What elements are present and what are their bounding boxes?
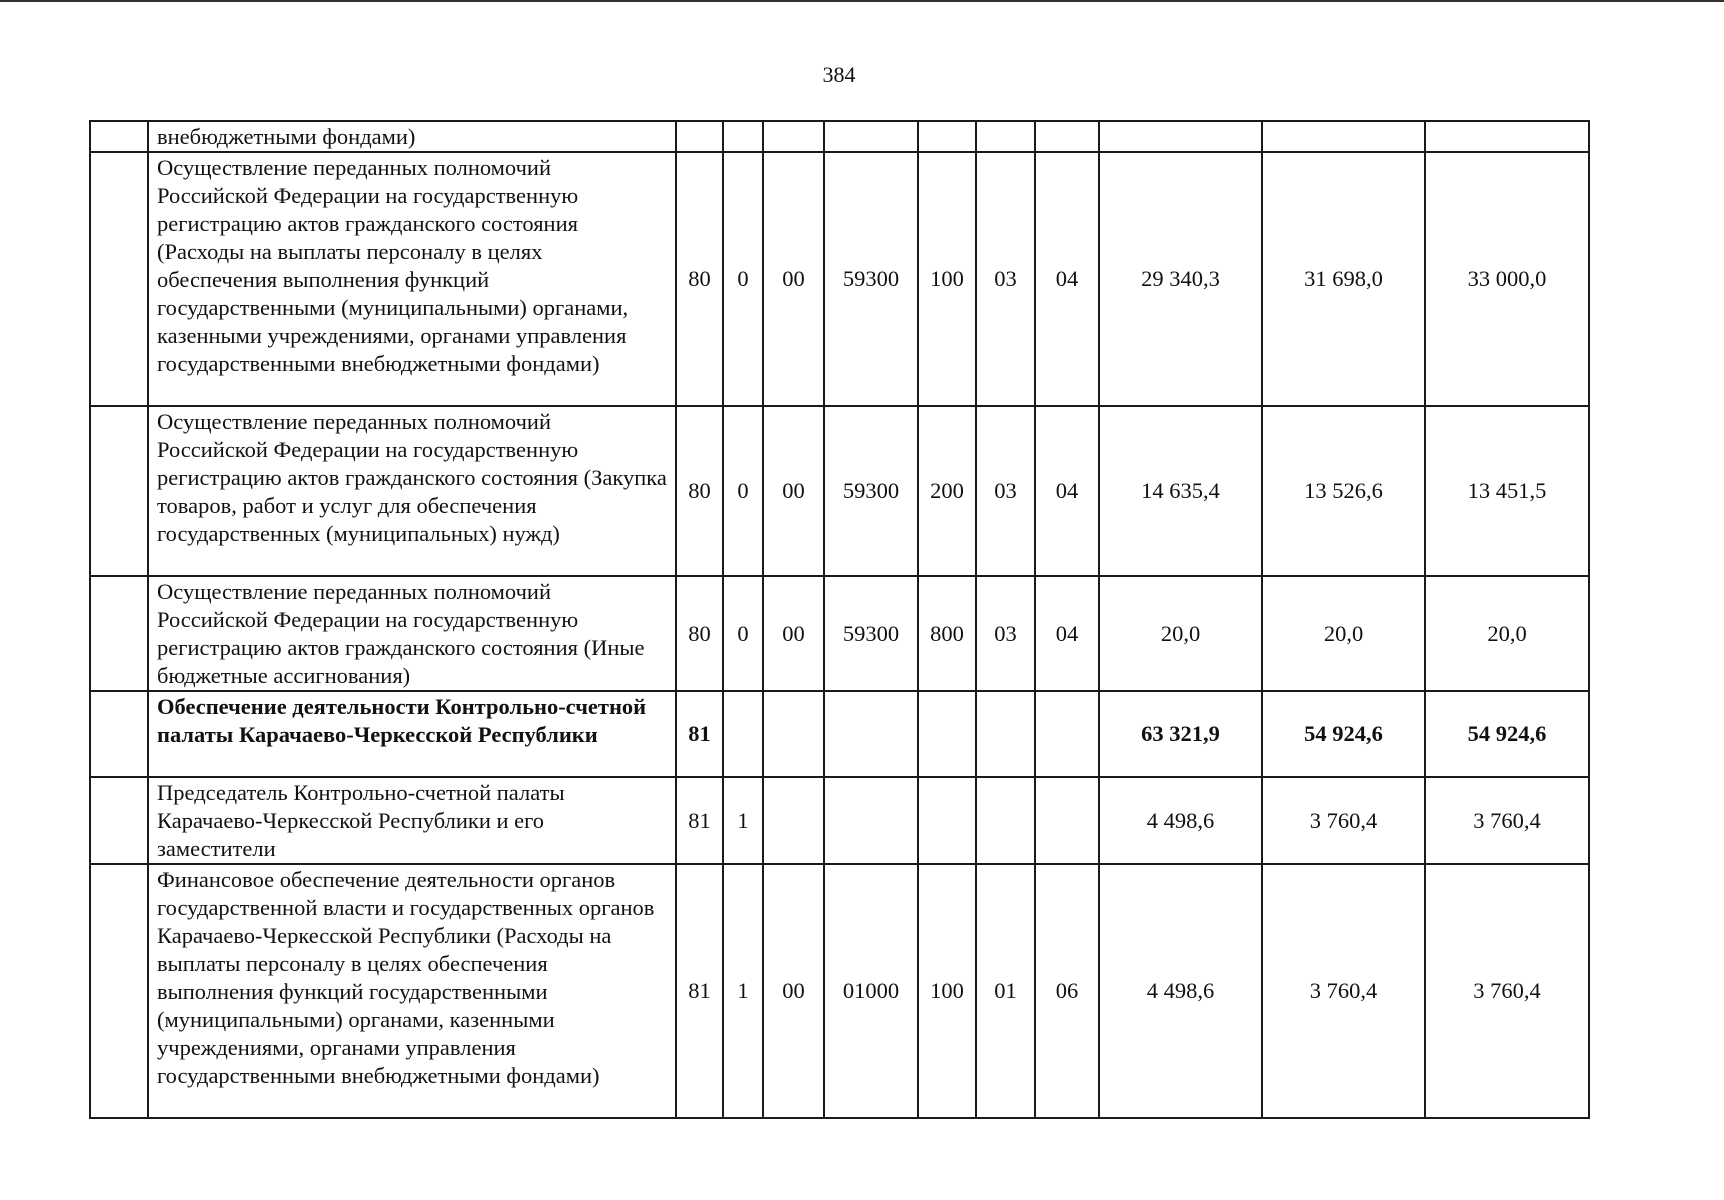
code-cell-2	[723, 691, 763, 777]
code-cell-4	[824, 121, 918, 152]
code-cell-2: 1	[723, 864, 763, 1118]
code-cell-6: 03	[976, 576, 1035, 691]
amount-cell-3: 20,0	[1425, 576, 1589, 691]
amount-cell-3: 13 451,5	[1425, 406, 1589, 576]
description-cell: Финансовое обеспечение деятельности органов государственной власти и государственных органов Карачаево-Черкесской Республики (Расходы на выплаты персоналу в целях обеспечения выполнения функций государственными (муниципальными) органами, казенными учреждениями, органами управления государственными внебюджетными фондами)	[148, 864, 676, 1118]
code-cell-6: 03	[976, 152, 1035, 406]
code-cell-3: 00	[763, 864, 824, 1118]
code-cell-1: 80	[676, 406, 723, 576]
table-row	[90, 576, 1589, 691]
code-cell-6: 01	[976, 864, 1035, 1118]
code-cell-3	[763, 121, 824, 152]
code-cell-3: 00	[763, 152, 824, 406]
code-cell-7: 06	[1035, 864, 1099, 1118]
description-cell: внебюджетными фондами)	[148, 121, 676, 152]
code-cell-4	[824, 691, 918, 777]
amount-cell-2: 54 924,6	[1262, 691, 1425, 777]
budget-table	[89, 120, 1590, 1119]
code-cell-5	[918, 691, 976, 777]
table-row	[90, 152, 1589, 406]
amount-cell-1	[1099, 121, 1262, 152]
code-cell-6: 03	[976, 406, 1035, 576]
table-row	[90, 121, 1589, 152]
description-cell: Осуществление переданных полномочий Российской Федерации на государственную регистрацию актов гражданского состояния (Закупка товаров, работ и услуг для обеспечения государственных (муниципальных) нужд)	[148, 406, 676, 576]
code-cell-7	[1035, 121, 1099, 152]
code-cell-1: 81	[676, 691, 723, 777]
code-cell-7	[1035, 691, 1099, 777]
page-number: 384	[822, 62, 856, 87]
code-cell-6	[976, 691, 1035, 777]
code-cell-7: 04	[1035, 152, 1099, 406]
code-cell-5: 100	[918, 864, 976, 1118]
code-cell-1	[676, 121, 723, 152]
code-cell-5: 800	[918, 576, 976, 691]
index-cell	[90, 406, 148, 576]
code-cell-3	[763, 691, 824, 777]
amount-cell-1: 20,0	[1099, 576, 1262, 691]
code-cell-3	[763, 777, 824, 864]
amount-cell-3: 33 000,0	[1425, 152, 1589, 406]
amount-cell-3: 54 924,6	[1425, 691, 1589, 777]
amount-cell-1: 14 635,4	[1099, 406, 1262, 576]
amount-cell-1: 29 340,3	[1099, 152, 1262, 406]
amount-cell-3: 3 760,4	[1425, 864, 1589, 1118]
table-row	[90, 406, 1589, 576]
table-row-section	[90, 691, 1589, 777]
code-cell-2	[723, 121, 763, 152]
code-cell-4	[824, 777, 918, 864]
amount-cell-2: 31 698,0	[1262, 152, 1425, 406]
code-cell-1: 81	[676, 777, 723, 864]
index-cell	[90, 121, 148, 152]
code-cell-2: 0	[723, 406, 763, 576]
code-cell-4: 59300	[824, 152, 918, 406]
table-row	[90, 864, 1589, 1118]
code-cell-2: 1	[723, 777, 763, 864]
amount-cell-1: 4 498,6	[1099, 864, 1262, 1118]
description-cell: Обеспечение деятельности Контрольно-счетной палаты Карачаево-Черкесской Республики	[148, 691, 676, 777]
code-cell-2: 0	[723, 152, 763, 406]
code-cell-1: 80	[676, 576, 723, 691]
amount-cell-3	[1425, 121, 1589, 152]
amount-cell-2: 3 760,4	[1262, 777, 1425, 864]
index-cell	[90, 777, 148, 864]
code-cell-4: 59300	[824, 576, 918, 691]
code-cell-5: 200	[918, 406, 976, 576]
table-row	[90, 777, 1589, 864]
amount-cell-2: 3 760,4	[1262, 864, 1425, 1118]
code-cell-4: 59300	[824, 406, 918, 576]
code-cell-6	[976, 121, 1035, 152]
code-cell-3: 00	[763, 576, 824, 691]
code-cell-7	[1035, 777, 1099, 864]
index-cell	[90, 691, 148, 777]
description-cell: Осуществление переданных полномочий Российской Федерации на государственную регистрацию актов гражданского состояния (Иные бюджетные ассигнования)	[148, 576, 676, 691]
code-cell-5: 100	[918, 152, 976, 406]
code-cell-7: 04	[1035, 576, 1099, 691]
code-cell-6	[976, 777, 1035, 864]
code-cell-4: 01000	[824, 864, 918, 1118]
amount-cell-2: 13 526,6	[1262, 406, 1425, 576]
description-cell: Осуществление переданных полномочий Российской Федерации на государственную регистрацию актов гражданского состояния (Расходы на выплаты персоналу в целях обеспечения выполнения функций государственными (муниципальными) органами, казенными учреждениями, органами управления государственными внебюджетными фондами)	[148, 152, 676, 406]
code-cell-5	[918, 121, 976, 152]
amount-cell-2	[1262, 121, 1425, 152]
amount-cell-2: 20,0	[1262, 576, 1425, 691]
code-cell-1: 80	[676, 152, 723, 406]
code-cell-2: 0	[723, 576, 763, 691]
amount-cell-3: 3 760,4	[1425, 777, 1589, 864]
code-cell-7: 04	[1035, 406, 1099, 576]
amount-cell-1: 63 321,9	[1099, 691, 1262, 777]
index-cell	[90, 576, 148, 691]
code-cell-1: 81	[676, 864, 723, 1118]
index-cell	[90, 152, 148, 406]
index-cell	[90, 864, 148, 1118]
code-cell-3: 00	[763, 406, 824, 576]
description-cell: Председатель Контрольно-счетной палаты Карачаево-Черкесской Республики и его заместители	[148, 777, 676, 864]
amount-cell-1: 4 498,6	[1099, 777, 1262, 864]
scan-top-edge	[0, 0, 1724, 2]
code-cell-5	[918, 777, 976, 864]
